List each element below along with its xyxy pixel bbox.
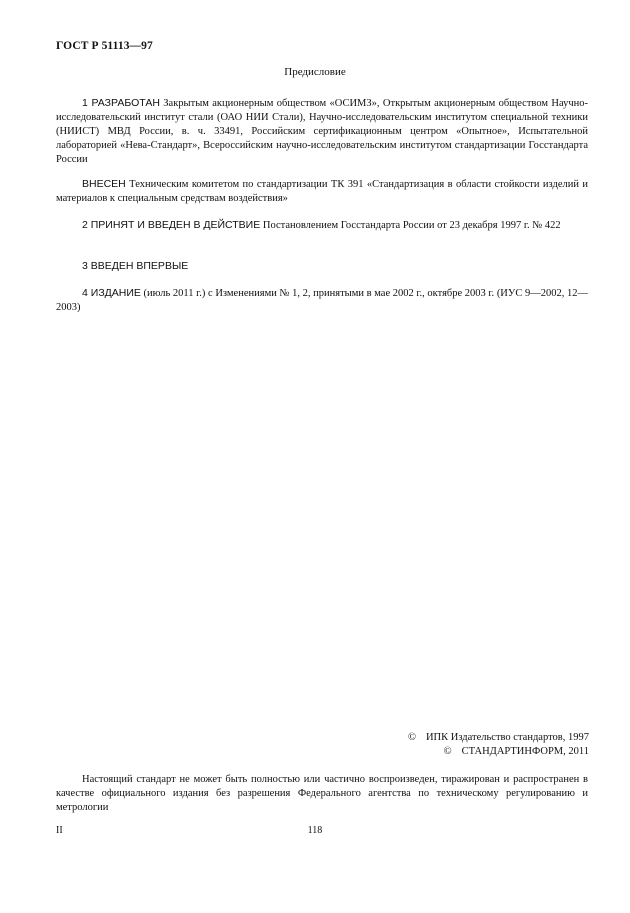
item-lead: 1 РАЗРАБОТАН [82,97,160,109]
item-lead: ВНЕСЕН [82,178,126,190]
page-number: 118 [307,825,323,836]
item-introduced [56,177,588,206]
roman-page-number: II [56,825,63,836]
item-edition [56,286,588,315]
copyright-icon: © [407,732,416,743]
item-text: Постановлением Госстандарта России от 23 декабря 1997 г. № 422 [260,220,561,231]
reproduction-notice: Настоящий стандарт не может быть полностью или частично воспроизведен, тиражирован и распространен в качестве официального издания без разрешения Федерального агентства по техническому регулированию и метрологии [56,774,588,813]
item-lead: 3 ВВЕДЕН ВПЕРВЫЕ [82,260,189,272]
page-title: Предисловие [284,66,346,78]
item-lead: 4 ИЗДАНИЕ [82,287,141,299]
item-lead: 2 ПРИНЯТ И ВВЕДЕН В ДЕЙСТВИЕ [82,219,261,231]
item-text: (июль 2011 г.) с Изменениями № 1, 2, принятыми в мае 2002 г., октябре 2003 г. (ИУС 9—2002, 12—2003) [56,288,588,313]
item-developed [56,96,588,167]
item-first-introduced [56,259,588,274]
item-text: Закрытым акционерным обществом «ОСИМЗ», Открытым акционерным обществом Научно-исследовательский институт стали (ОАО НИИ Стали), Научно-исследовательским институтом специальной техники (НИИСТ) МВД России, в. ч. 33491, Российским сертификационным центром «Опытное», Испытательной лабораторией «Нева-Стандарт», Всероссийским научно-исследовательским институтом стандартизации Госстандарта России [56,98,588,165]
copyright-text: ИПК Издательство стандартов, 1997 [425,732,589,743]
standard-code: ГОСТ Р 51113—97 [56,40,153,52]
item-adopted [56,218,588,233]
copyright-icon: © [443,746,452,757]
copyright-line [444,745,589,759]
copyright-line [408,731,589,745]
copyright-text: СТАНДАРТИНФОРМ, 2011 [461,746,589,757]
item-text: Техническим комитетом по стандартизации ТК 391 «Стандартизация в области стойкости изделий и материалов к специальным средствам воздействия» [56,179,588,204]
